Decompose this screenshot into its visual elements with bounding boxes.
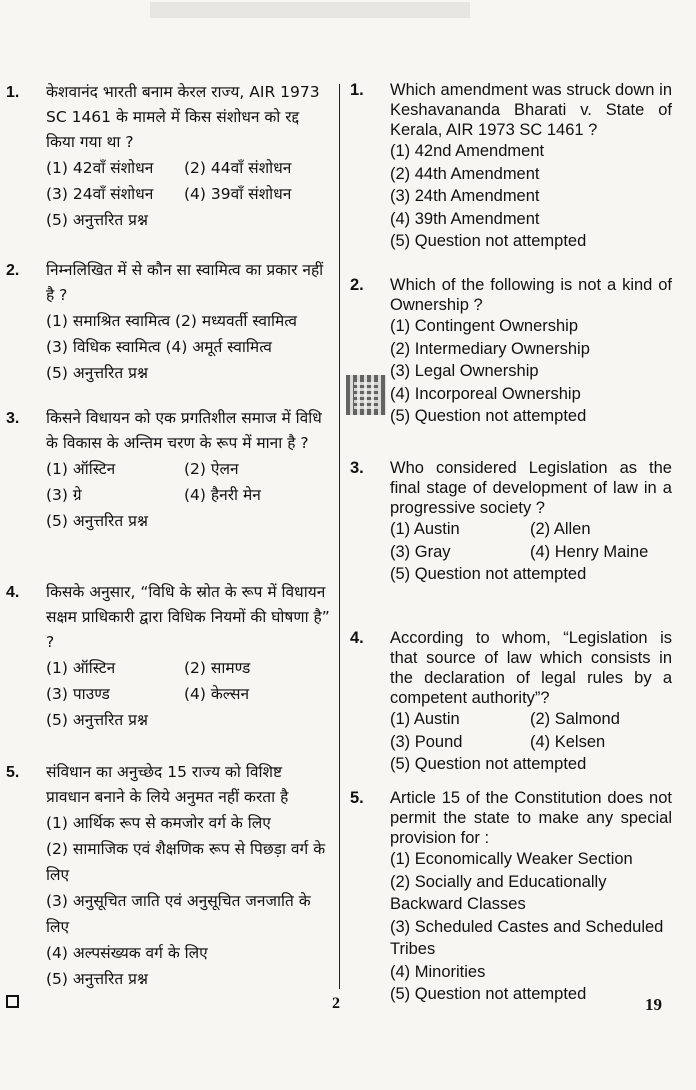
- option-item[interactable]: (3) अनुसूचित जाति एवं अनुसूचित जनजाति के लिए: [46, 892, 311, 936]
- question-2: [350, 275, 672, 428]
- option-item[interactable]: (4) Minorities: [390, 962, 486, 981]
- option-item[interactable]: (4) 39th Amendment: [390, 209, 540, 228]
- option-item[interactable]: (5) Question not attempted: [390, 755, 587, 773]
- option-item[interactable]: (3) ग्रे: [46, 486, 82, 504]
- question-5: [6, 760, 330, 992]
- question-text: निम्नलिखित में से कौन सा स्वामित्व का प्रकार नहीं है ?: [46, 261, 324, 304]
- options-list: [46, 308, 330, 386]
- option-item[interactable]: (1) Austin: [390, 710, 460, 728]
- options-list: [390, 315, 672, 428]
- option-item[interactable]: (5) अनुत्तरित प्रश्न: [46, 711, 148, 729]
- option-item[interactable]: (5) अनुत्तरित प्रश्न: [46, 211, 148, 229]
- question-number: 2.: [350, 276, 364, 294]
- options-list: [390, 518, 672, 586]
- option-item[interactable]: (2) 44th Amendment: [390, 164, 540, 183]
- option-item[interactable]: (1) Contingent Ownership: [390, 317, 579, 335]
- option-item[interactable]: (1) आर्थिक रूप से कमजोर वर्ग के लिए: [46, 814, 271, 832]
- question-3: [6, 406, 330, 534]
- question-number: 3.: [6, 410, 20, 427]
- option-item[interactable]: (5) Question not attempted: [390, 565, 587, 583]
- page-number-center: 2: [332, 995, 340, 1012]
- question-number: 4.: [350, 629, 364, 647]
- option-item[interactable]: (5) अनुत्तरित प्रश्न: [46, 364, 148, 382]
- options-list: [390, 140, 672, 253]
- option-item[interactable]: (1) ऑस्टिन: [46, 460, 116, 478]
- option-item[interactable]: (5) Question not attempted: [390, 985, 587, 1003]
- question-number: 4.: [6, 584, 20, 601]
- option-item[interactable]: (1) Austin: [390, 520, 460, 538]
- qr-code-icon: [346, 375, 386, 415]
- option-item[interactable]: (5) अनुत्तरित प्रश्न: [46, 512, 148, 530]
- option-item[interactable]: (4) Henry Maine: [530, 542, 649, 561]
- question-text: Which amendment was struck down in Keshavananda Bharati v. State of Kerala, AIR 1973 SC 1461 ?: [390, 81, 672, 139]
- question-text: किसके अनुसार, “विधि के स्रोत के रूप में विधायन सक्षम प्राधिकारी द्वारा विधिक नियमों की घोषणा है” ?: [46, 583, 330, 651]
- option-item[interactable]: (2) Intermediary Ownership: [390, 339, 590, 358]
- option-item[interactable]: (4) Incorporeal Ownership: [390, 384, 581, 403]
- option-item[interactable]: (4) Kelsen: [530, 732, 606, 751]
- option-item[interactable]: (1) ऑस्टिन: [46, 659, 116, 677]
- option-item[interactable]: (1) 42nd Amendment: [390, 142, 545, 160]
- option-item[interactable]: (2) सामण्ड: [184, 659, 251, 677]
- option-item[interactable]: (1) Economically Weaker Section: [390, 850, 633, 868]
- question-text: किसने विधायन को एक प्रगतिशील समाज में विधि के विकास के अन्तिम चरण के रूप में माना है ?: [46, 409, 322, 452]
- options-list: [390, 708, 672, 776]
- page-number-right: 19: [645, 995, 662, 1014]
- question-number: 1.: [6, 84, 20, 101]
- question-number: 1.: [350, 81, 364, 99]
- option-item[interactable]: (3) 24वाँ संशोधन: [46, 185, 154, 203]
- question-number: 3.: [350, 459, 364, 477]
- option-item[interactable]: (3) पाउण्ड: [46, 685, 110, 703]
- question-5: [350, 788, 672, 1006]
- question-number: 5.: [6, 764, 20, 781]
- column-divider: [339, 84, 340, 989]
- option-item[interactable]: (4) हैनरी मेन: [184, 486, 261, 504]
- option-item[interactable]: (1) समाश्रित स्वामित्व (2) मध्यवर्ती स्वामित्व: [46, 312, 298, 330]
- option-item[interactable]: (3) विधिक स्वामित्व (4) अमूर्त स्वामित्व: [46, 338, 272, 356]
- option-item[interactable]: (2) 44वाँ संशोधन: [184, 159, 292, 177]
- question-4: [6, 580, 330, 733]
- option-item[interactable]: (4) 39वाँ संशोधन: [184, 185, 292, 203]
- options-list: [46, 655, 330, 733]
- question-2: [6, 258, 330, 386]
- options-list: [46, 155, 330, 233]
- option-item[interactable]: (3) 24th Amendment: [390, 187, 540, 205]
- option-item[interactable]: (1) 42वाँ संशोधन: [46, 159, 154, 177]
- question-text: संविधान का अनुच्छेद 15 राज्य को विशिष्ट प्रावधान बनाने के लिये अनुमत नहीं करता है: [46, 763, 289, 806]
- question-text: केशवानंद भारती बनाम केरल राज्य, AIR 1973 SC 1461 के मामले में किस संशोधन को रद्द किया गया था ?: [46, 83, 320, 151]
- question-text: Article 15 of the Constitution does not permit the state to make any special provision for :: [390, 789, 672, 847]
- option-item[interactable]: (3) Scheduled Castes and Scheduled Tribes: [390, 917, 664, 958]
- footer-square-icon: [6, 995, 19, 1008]
- option-item[interactable]: (2) सामाजिक एवं शैक्षणिक रूप से पिछड़ा वर्ग के लिए: [46, 840, 326, 884]
- options-list: [46, 456, 330, 534]
- option-item[interactable]: (2) Salmond: [530, 710, 620, 728]
- option-item[interactable]: (2) ऐलन: [184, 460, 239, 478]
- question-text: Which of the following is not a kind of Ownership ?: [390, 276, 672, 314]
- question-1: [350, 80, 672, 253]
- question-number: 5.: [350, 789, 364, 807]
- option-item[interactable]: (2) Socially and Educationally Backward Classes: [390, 872, 607, 913]
- option-item[interactable]: (4) केल्सन: [184, 685, 250, 703]
- question-3: [350, 458, 672, 586]
- option-item[interactable]: (3) Pound: [390, 732, 463, 751]
- options-list: [46, 810, 330, 992]
- question-4: [350, 628, 672, 776]
- option-item[interactable]: (3) Legal Ownership: [390, 362, 539, 380]
- option-item[interactable]: (3) Gray: [390, 542, 451, 561]
- top-scan-band: [150, 2, 470, 18]
- option-item[interactable]: (5) Question not attempted: [390, 407, 587, 425]
- option-item[interactable]: (4) अल्पसंख्यक वर्ग के लिए: [46, 944, 208, 962]
- question-text: Who considered Legislation as the final stage of development of law in a progressive society ?: [390, 459, 672, 517]
- option-item[interactable]: (2) Allen: [530, 520, 591, 538]
- question-1: [6, 80, 330, 233]
- options-list: [390, 848, 672, 1006]
- option-item[interactable]: (5) अनुत्तरित प्रश्न: [46, 970, 148, 988]
- question-text: According to whom, “Legislation is that source of law which consists in the declaration of legal rules by a competent authority”?: [390, 629, 672, 707]
- option-item[interactable]: (5) Question not attempted: [390, 232, 587, 250]
- question-number: 2.: [6, 262, 20, 279]
